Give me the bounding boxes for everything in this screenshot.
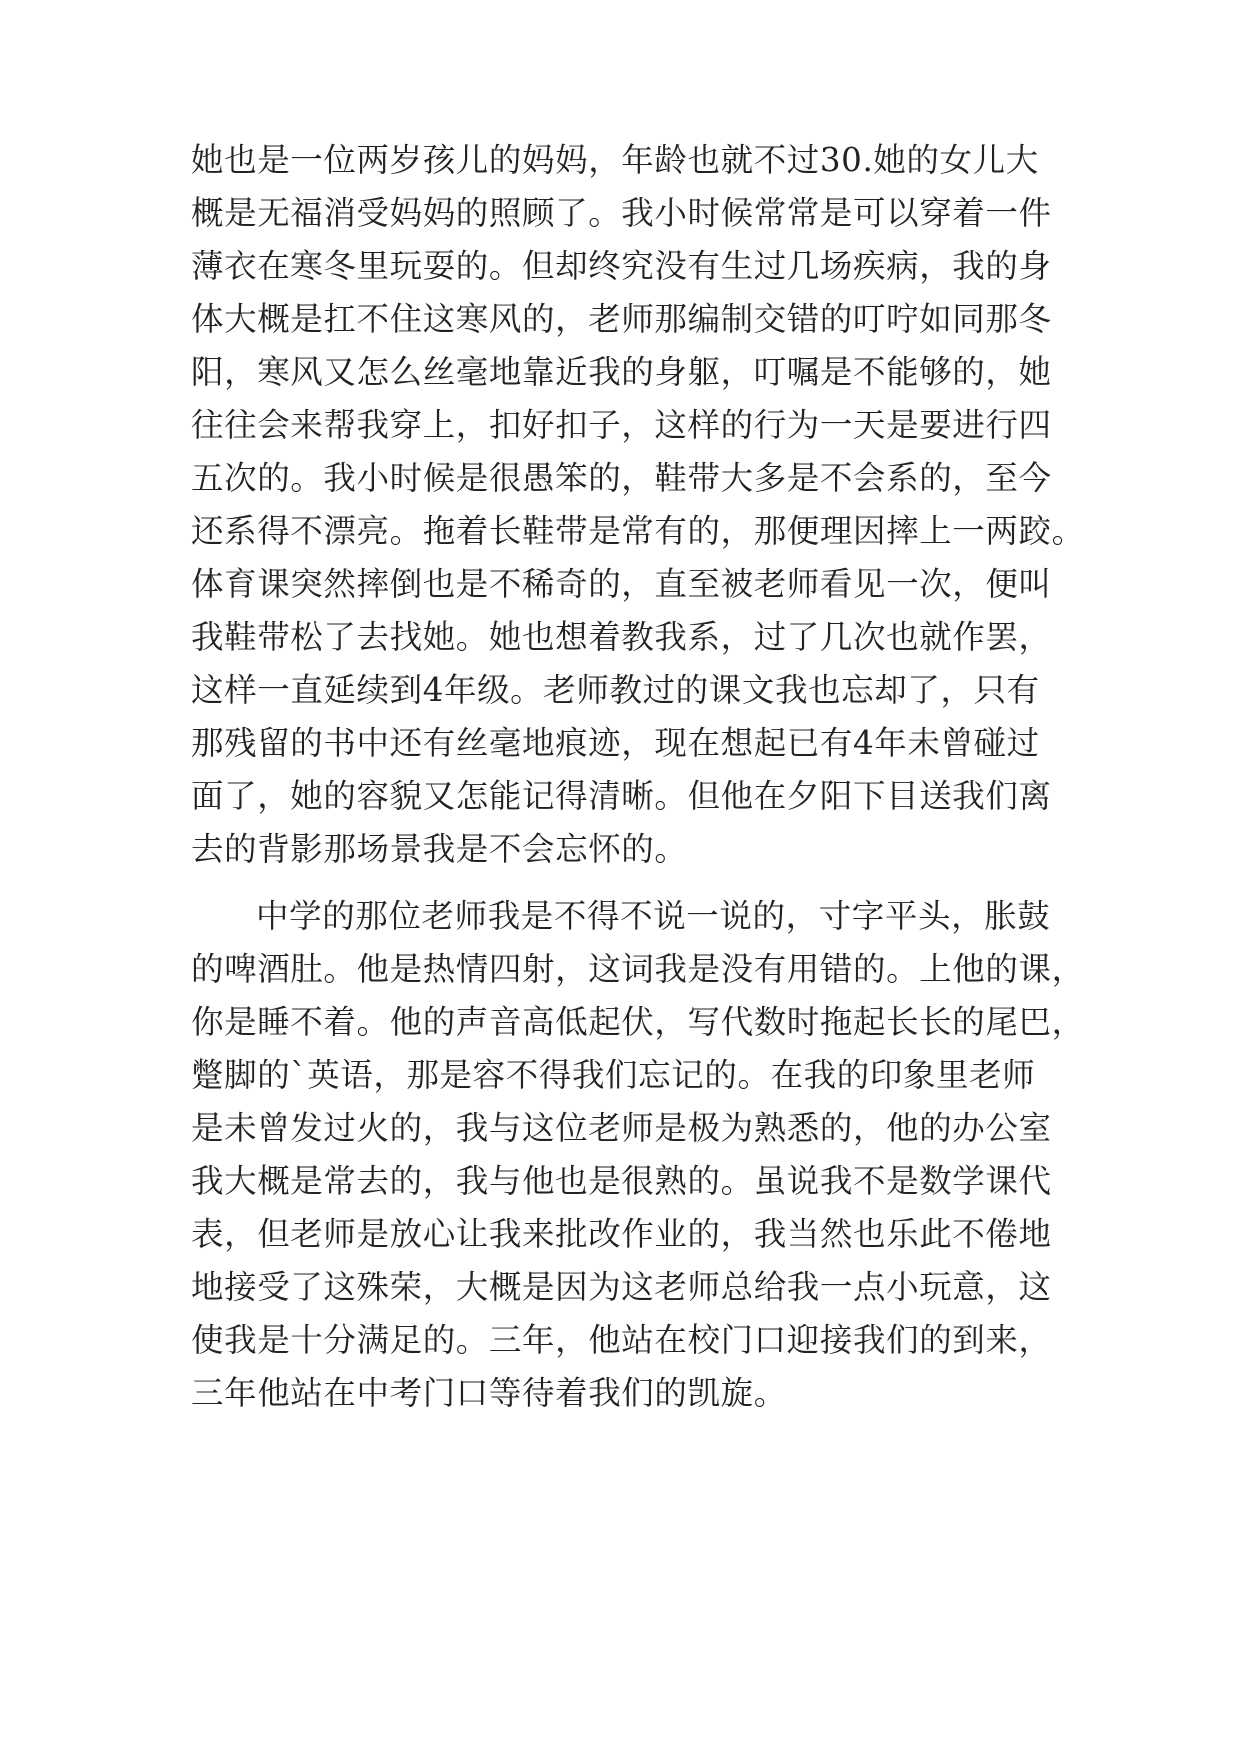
paragraph-2-line-4: 蹩脚的`英语，那是容不得我们忘记的。在我的印象里老师 <box>191 1056 1036 1094</box>
paragraph-2-line-3: 你是睡不着。他的声音高低起伏，写代数时拖起长长的尾巴， <box>191 1003 1085 1041</box>
paragraph-1-line-14: 去的背影那场景我是不会忘怀的。 <box>191 830 688 868</box>
paragraph-2-line-6: 我大概是常去的，我与他也是很熟的。虽说我不是数学课代 <box>191 1162 1052 1200</box>
paragraph-2-line-5: 是未曾发过火的，我与这位老师是极为熟悉的，他的办公室 <box>191 1109 1052 1147</box>
paragraph-1-line-13: 面了，她的容貌又怎能记得清晰。但他在夕阳下目送我们离 <box>191 777 1052 815</box>
paragraph-1-line-7: 五次的。我小时候是很愚笨的，鞋带大多是不会系的，至今 <box>191 459 1052 497</box>
paragraph-1-line-1: 她也是一位两岁孩儿的妈妈，年龄也就不过30.她的女儿大 <box>191 141 1039 179</box>
paragraph-2-line-7: 表，但老师是放心让我来批改作业的，我当然也乐此不倦地 <box>191 1215 1052 1253</box>
paragraph-2-line-9: 使我是十分满足的。三年，他站在校门口迎接我们的到来， <box>191 1321 1052 1359</box>
paragraph-1-line-5: 阳，寒风又怎么丝毫地靠近我的身躯，叮嘱是不能够的，她 <box>191 353 1052 391</box>
paragraph-2-line-2: 的啤酒肚。他是热情四射，这词我是没有用错的。上他的课， <box>191 950 1085 988</box>
paragraph-2-line-10: 三年他站在中考门口等待着我们的凯旋。 <box>191 1374 787 1412</box>
paragraph-1-line-12: 那残留的书中还有丝毫地痕迹，现在想起已有4年未曾碰过 <box>191 724 1040 762</box>
paragraph-1-line-9: 体育课突然摔倒也是不稀奇的，直至被老师看见一次，便叫 <box>191 565 1052 603</box>
paragraph-1-line-11: 这样一直延续到4年级。老师教过的课文我也忘却了，只有 <box>191 671 1040 709</box>
paragraph-1-line-8: 还系得不漂亮。拖着长鞋带是常有的，那便理因摔上一两跤。 <box>191 512 1085 550</box>
paragraph-1-line-6: 往往会来帮我穿上，扣好扣子，这样的行为一天是要进行四 <box>191 406 1052 444</box>
paragraph-1-line-4: 体大概是扛不住这寒风的，老师那编制交错的叮咛如同那冬 <box>191 300 1052 338</box>
paragraph-1-line-10: 我鞋带松了去找她。她也想着教我系，过了几次也就作罢， <box>191 618 1052 656</box>
paragraph-2-line-1: 中学的那位老师我是不得不说一说的，寸字平头，胀鼓 <box>256 897 1051 935</box>
paragraph-1-line-2: 概是无福消受妈妈的照顾了。我小时候常常是可以穿着一件 <box>191 194 1052 232</box>
paragraph-1-line-3: 薄衣在寒冬里玩耍的。但却终究没有生过几场疾病，我的身 <box>191 247 1052 285</box>
paragraph-2-line-8: 地接受了这殊荣，大概是因为这老师总给我一点小玩意，这 <box>191 1268 1052 1306</box>
